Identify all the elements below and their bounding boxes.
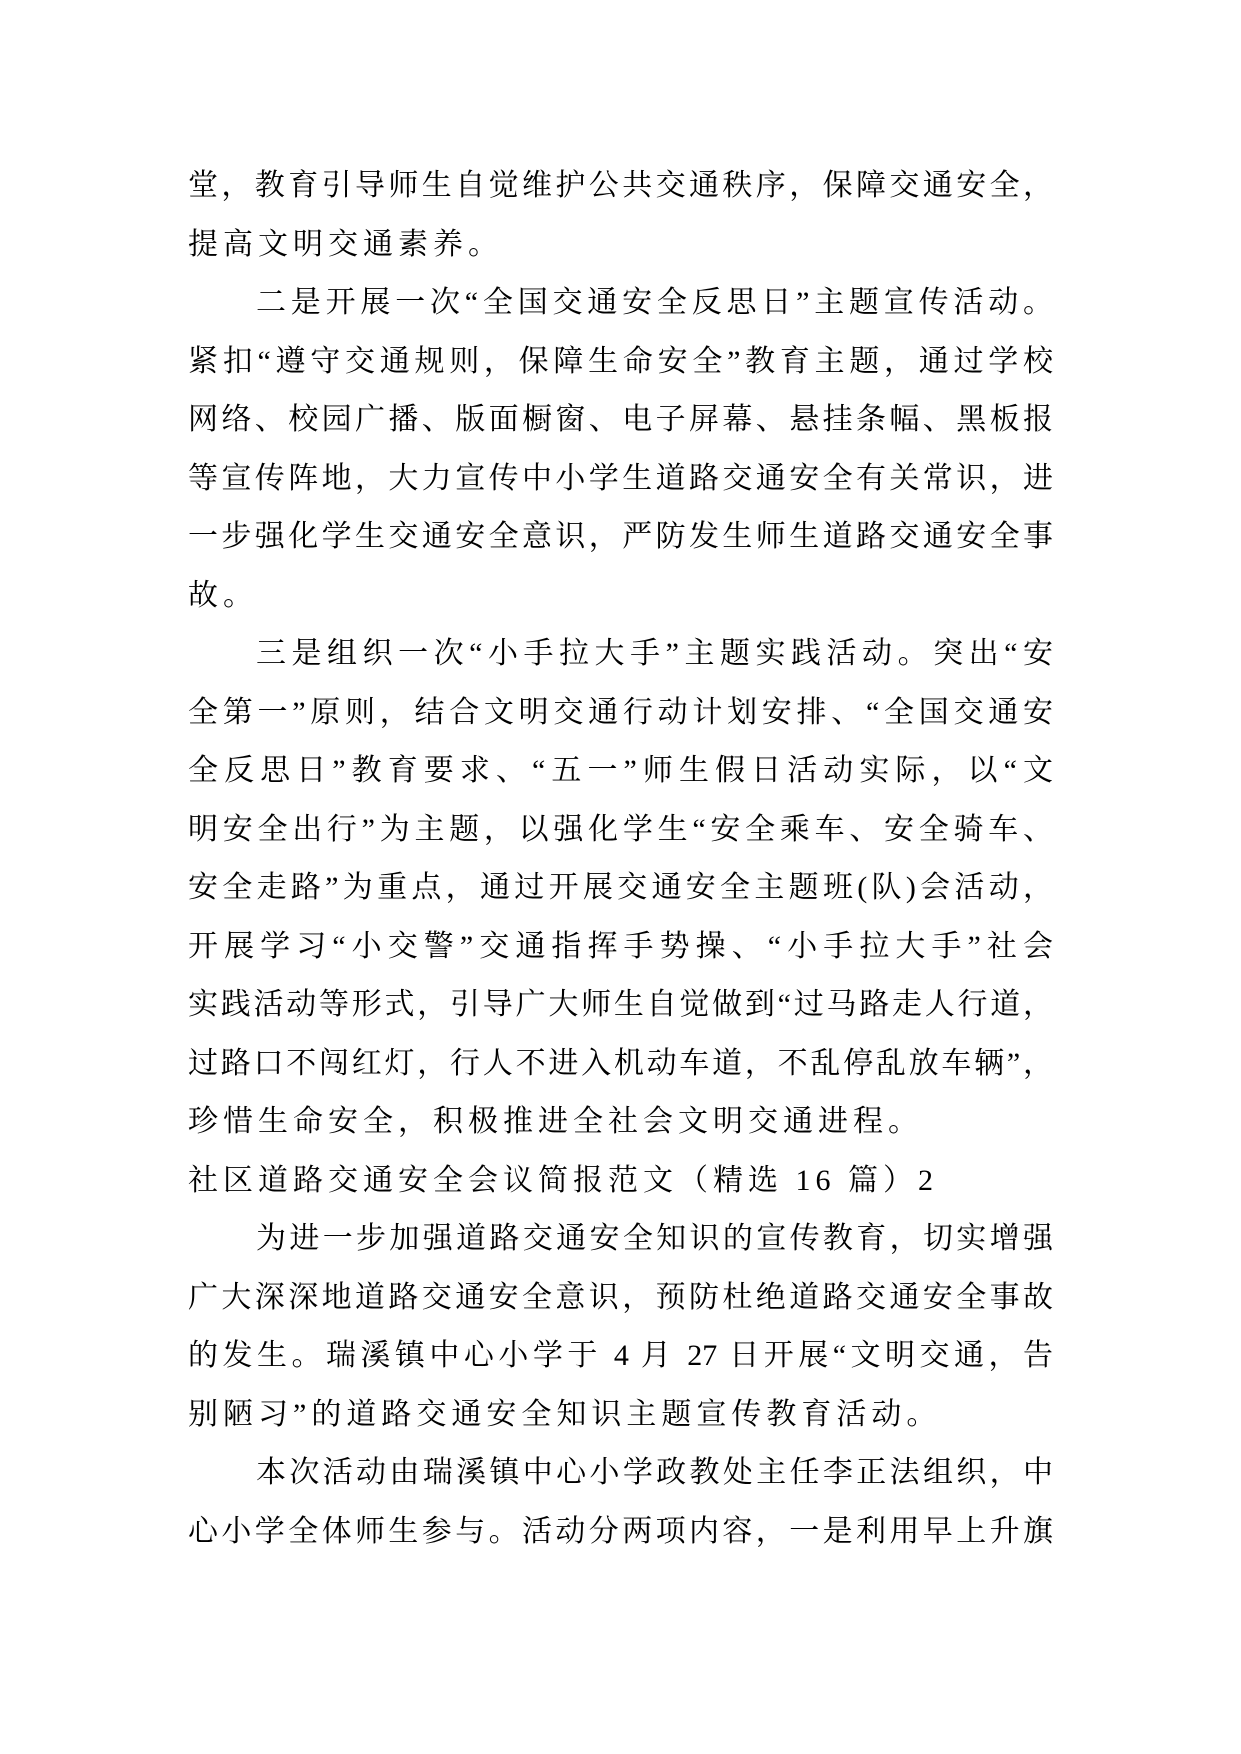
text-line: 故。 — [188, 578, 258, 612]
text-line: 开展学习“小交警”交通指挥手势操、“小手拉大手”社会 — [188, 929, 1053, 963]
section-heading: 社区道路交通安全会议简报范文（精选 16 篇）2 — [188, 1163, 938, 1197]
text-line: 提高文明交通素养。 — [188, 227, 503, 261]
text-line: 一步强化学生交通安全意识，严防发生师生道路交通安全事 — [188, 520, 1053, 553]
paragraph-start-line: 为进一步加强道路交通安全知识的宣传教育，切实增强 — [256, 1222, 1053, 1255]
text-line: 网络、校园广播、版面橱窗、电子屏幕、悬挂条幅、黑板报 — [188, 403, 1053, 436]
text-line: 明安全出行”为主题，以强化学生“安全乘车、安全骑车、 — [188, 812, 1053, 846]
text-line: 等宣传阵地，大力宣传中小学生道路交通安全有关常识，进 — [188, 461, 1053, 495]
text-line: 心小学全体师生参与。活动分两项内容，一是利用早上升旗 — [188, 1514, 1053, 1548]
text-line: 紧扣“遵守交通规则，保障生命安全”教育主题，通过学校 — [188, 344, 1053, 378]
text-line: 实践活动等形式，引导广大师生自觉做到“过马路走人行道， — [188, 988, 1053, 1021]
text-line: 全第一”原则，结合文明交通行动计划安排、“全国交通安 — [188, 695, 1053, 729]
text-line: 过路口不闯红灯，行人不进入机动车道，不乱停乱放车辆”， — [188, 1046, 1053, 1080]
paragraph-start-line: 三是组织一次“小手拉大手”主题实践活动。突出“安 — [256, 637, 1053, 670]
text-line: 堂，教育引导师生自觉维护公共交通秩序，保障交通安全， — [188, 169, 1053, 202]
text-line: 别陋习”的道路交通安全知识主题宣传教育活动。 — [188, 1397, 942, 1431]
text-line: 广大深深地道路交通安全意识，预防杜绝道路交通安全事故 — [188, 1280, 1053, 1314]
paragraph-start-line: 本次活动由瑞溪镇中心小学政教处主任李正法组织，中 — [256, 1456, 1053, 1489]
text-line: 全反思日”教育要求、“五一”师生假日活动实际，以“文 — [188, 754, 1053, 787]
text-line: 安全走路”为重点，通过开展交通安全主题班(队)会活动， — [188, 871, 1053, 904]
text-line: 的发生。瑞溪镇中心小学于 4 月 27 日开展“文明交通，告 — [188, 1339, 1053, 1372]
paragraph-start-line: 二是开展一次“全国交通安全反思日”主题宣传活动。 — [256, 286, 1053, 319]
text-line: 珍惜生命安全，积极推进全社会文明交通进程。 — [188, 1105, 923, 1138]
